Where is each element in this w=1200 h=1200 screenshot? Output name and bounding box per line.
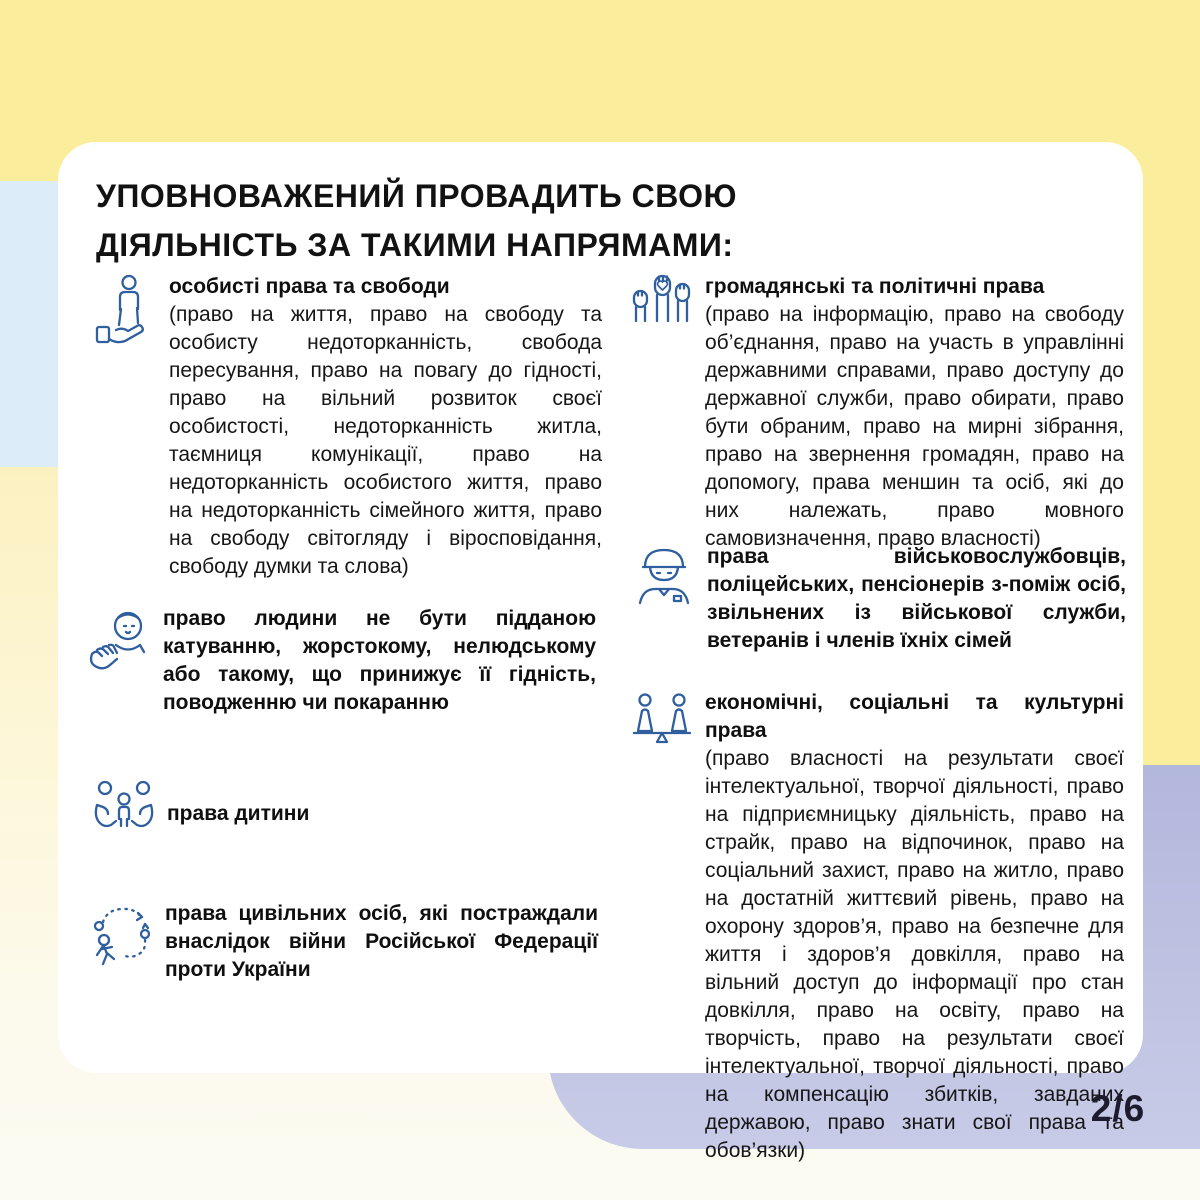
item-heading: право людини не бути підданою катуванню, жорстокому, нелюдському або такому, що принижує її гідність, поводженню чи покаранню <box>163 607 596 714</box>
page-title <box>96 172 737 270</box>
page-title-line2: ДІЯЛЬНІСТЬ ЗА ТАКИМИ НАПРЯМАМИ: <box>96 227 734 263</box>
item-heading: економічні, соціальні та культурні права <box>705 691 1124 742</box>
list-item-personal-rights <box>94 273 602 581</box>
page-number: 2/6 <box>1090 1088 1146 1129</box>
list-item-no-torture <box>88 605 596 717</box>
item-heading: права військовослужбовців, поліцейських, пенсіонерів з-поміж осіб, звільнених із військової служби, ветеранів і членів їхніх сімей <box>707 545 1126 652</box>
list-item-civilians <box>90 900 598 984</box>
item-heading: права цивільних осіб, які постраждали внаслідок війни Російської Федерації проти України <box>165 902 598 981</box>
soldier-icon <box>632 543 696 617</box>
page-title-line1: УПОВНОВАЖЕНИЙ ПРОВАДИТЬ СВОЮ <box>96 178 737 214</box>
item-heading: громадянські та політичні права <box>705 275 1045 298</box>
displaced-person-icon <box>90 900 154 974</box>
item-body: (право на життя, право на свободу та особисту недоторканність, свобода пересування, право на повагу до гідності, право на вільний розвиток своєї особистості, недоторканність житла, таємниця комунікації, право на недоторканність особистого життя, право на недоторканність сімейного життя, право на свободу світогляду і віросповідання, свободу думки та слова) <box>169 303 602 578</box>
item-body: (право на інформацію, право на свободу об’єднання, право на участь в управлінні державними справами, право доступу до державної служби, право обирати, право бути обраним, право на мирні зібрання, право на звернення громадян, право на допомогу, права меншин та осіб, які до них належать, право мовного самовизначення, право власності) <box>705 303 1124 550</box>
list-item-civil-political-rights <box>630 273 1124 553</box>
item-heading: права дитини <box>167 802 310 825</box>
hand-shield-face-icon <box>88 605 152 679</box>
child-in-hands-icon <box>92 778 156 852</box>
person-on-hand-icon <box>94 273 158 347</box>
list-item-child-rights <box>92 778 600 852</box>
item-heading: особисті права та свободи <box>169 275 450 298</box>
list-item-military-rights <box>632 543 1126 655</box>
raised-hands-icon <box>630 273 694 347</box>
list-item-economic-rights <box>630 689 1124 1165</box>
item-body: (право власності на результати своєї інтелектуальної, творчої діяльності, право на підприємницьку діяльність, право на страйк, право на відпочинок, право на соціальний захист, право на житло, право на достатній життєвий рівень, право на охорону здоров’я, право на безпечне для життя і здоров’я довкілля, право на вільний доступ до інформації про стан довкілля, право на освіту, право на творчість, право на результати своєї інтелектуальної, творчої діяльності, право на компенсацію збитків, завданих державою, право знати свої права та обов’язки) <box>705 747 1124 1162</box>
people-balance-icon <box>630 689 694 763</box>
